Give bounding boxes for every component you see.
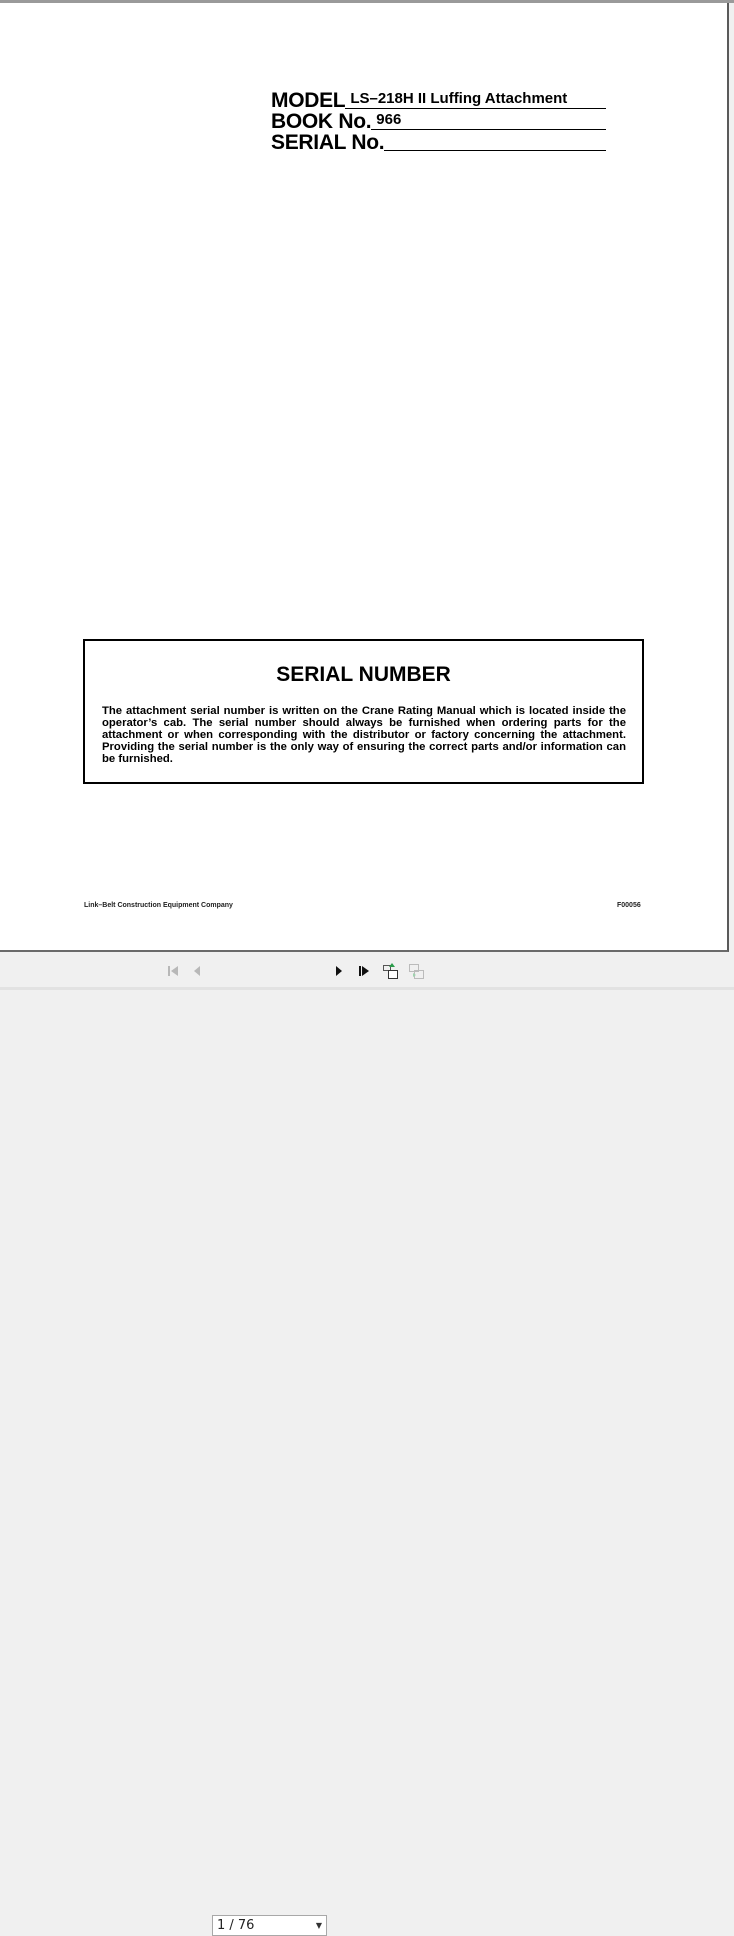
book-label: BOOK No.: [271, 110, 372, 133]
previous-page-button[interactable]: [190, 963, 204, 979]
footer-code: F00056: [617, 902, 641, 909]
next-page-button[interactable]: [333, 963, 345, 979]
document-page: [0, 3, 729, 952]
book-line: [271, 111, 606, 132]
last-page-button[interactable]: [356, 963, 372, 979]
serial-box-title: SERIAL NUMBER: [276, 663, 451, 686]
viewer-toolbar: [0, 954, 734, 1933]
two-page-view-button[interactable]: [407, 963, 427, 979]
serial-value: [384, 133, 606, 151]
single-page-view-icon: [382, 962, 400, 980]
first-page-icon: [166, 964, 180, 978]
footer-company: Link–Belt Construction Equipment Company: [84, 902, 233, 909]
page-number-select[interactable]: [212, 1915, 327, 1936]
model-label: MODEL: [271, 89, 346, 112]
page-dropdown-icon: ▼: [315, 1921, 322, 1930]
single-page-view-button[interactable]: [381, 963, 401, 979]
book-value: 966: [371, 112, 606, 130]
first-page-button[interactable]: [165, 963, 181, 979]
serial-line: [271, 132, 606, 153]
last-page-icon: [357, 964, 371, 978]
model-value: LS–218H II Luffing Attachment: [345, 91, 606, 109]
page-indicator: 1 / 76: [217, 1918, 255, 1933]
serial-number-box: [83, 639, 644, 784]
serial-box-text: The attachment serial number is written on the Crane Rating Manual which is located inside the operator’s cab. The serial number should always be furnished when ordering parts for the attachment or when corresponding with the distributor or factory concerning the attachment. Providing the serial number is the only way of ensuring the correct parts and/or information can be furnished.: [102, 705, 626, 765]
serial-label: SERIAL No.: [271, 131, 385, 154]
title-block: [271, 90, 606, 153]
previous-page-icon: [192, 964, 202, 978]
two-page-view-icon: [408, 962, 426, 980]
next-page-icon: [334, 964, 344, 978]
model-line: [271, 90, 606, 111]
